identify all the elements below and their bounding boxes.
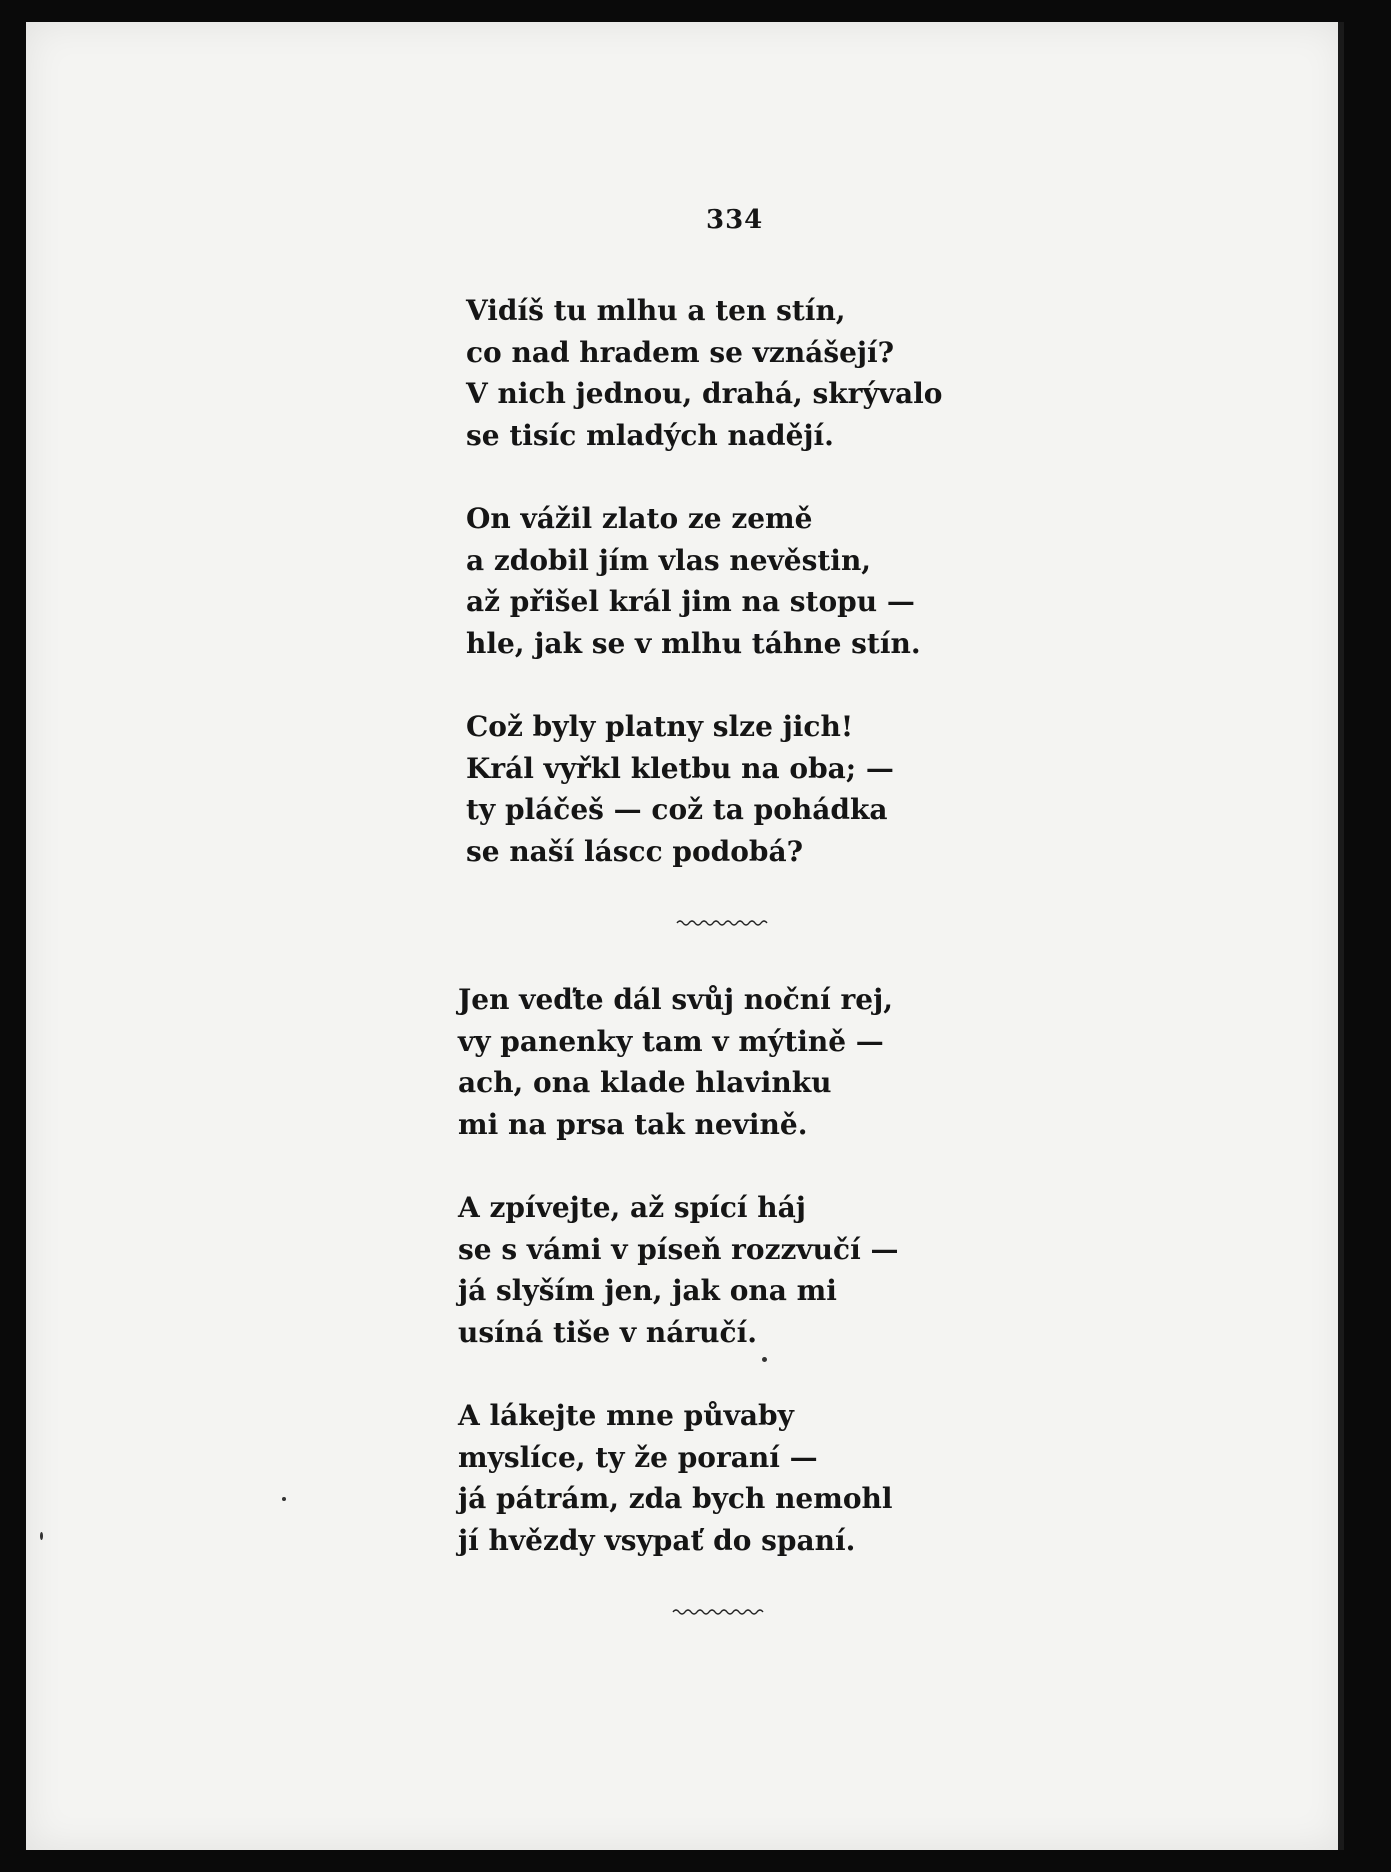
- poem-one: [466, 290, 942, 914]
- scan-speck: [40, 1532, 43, 1540]
- verse-line: ach, ona klade hlavinku: [458, 1066, 832, 1099]
- verse-line: co nad hradem se vznášejí?: [466, 335, 895, 369]
- verse-line: Jen veďte dál svůj noční rej,: [458, 983, 893, 1016]
- verse-line: A lákejte mne půvaby: [458, 1399, 794, 1432]
- scan-speck: [762, 1357, 767, 1362]
- verse-line: V nich jednou, drahá, skrývalo: [466, 377, 943, 410]
- page-number: 334: [706, 205, 764, 235]
- verse-line: mi na prsa tak nevině.: [458, 1107, 808, 1141]
- verse-line: usíná tiše v náručí.: [458, 1315, 757, 1349]
- book-page: [26, 22, 1344, 1850]
- scan-speck: [282, 1497, 286, 1501]
- verse-line: A zpívejte, až spící háj: [458, 1191, 806, 1224]
- verse-line: ty pláčeš — což ta pohádka: [466, 793, 888, 826]
- stanza: [458, 1187, 898, 1353]
- verse-line: jí hvězdy vsypať do spaní.: [458, 1523, 856, 1557]
- stanza: [458, 1395, 898, 1561]
- verse-line: já pátrám, zda bych nemohl: [458, 1482, 893, 1515]
- stanza: [466, 706, 942, 872]
- verse-line: se s vámi v píseň rozzvučí —: [458, 1232, 899, 1266]
- verse-line: hle, jak se v mlhu táhne stín.: [466, 626, 921, 660]
- verse-line: až přišel král jim na stopu —: [466, 585, 915, 618]
- verse-line: já slyším jen, jak ona mi: [458, 1274, 837, 1307]
- verse-line: a zdobil jím vlas nevěstin,: [466, 543, 872, 577]
- verse-line: Král vyřkl kletbu na oba; —: [466, 751, 894, 785]
- stanza: [458, 979, 898, 1145]
- wavy-separator: [676, 918, 768, 928]
- stanza: [466, 498, 942, 664]
- verse-line: Vidíš tu mlhu a ten stín,: [466, 294, 846, 327]
- verse-line: On vážil zlato ze země: [466, 502, 813, 535]
- wavy-separator: [672, 1607, 764, 1617]
- stanza: [466, 290, 942, 456]
- verse-line: vy panenky tam v mýtině —: [458, 1024, 884, 1058]
- page-edge: [1338, 22, 1344, 1850]
- verse-line: se tisíc mladých nadějí.: [466, 418, 834, 452]
- verse-line: myslíce, ty že poraní —: [458, 1440, 818, 1474]
- verse-line: Což byly platny slze jich!: [466, 710, 854, 743]
- poem-two: [458, 979, 898, 1603]
- verse-line: se naší láscc podobá?: [466, 834, 803, 868]
